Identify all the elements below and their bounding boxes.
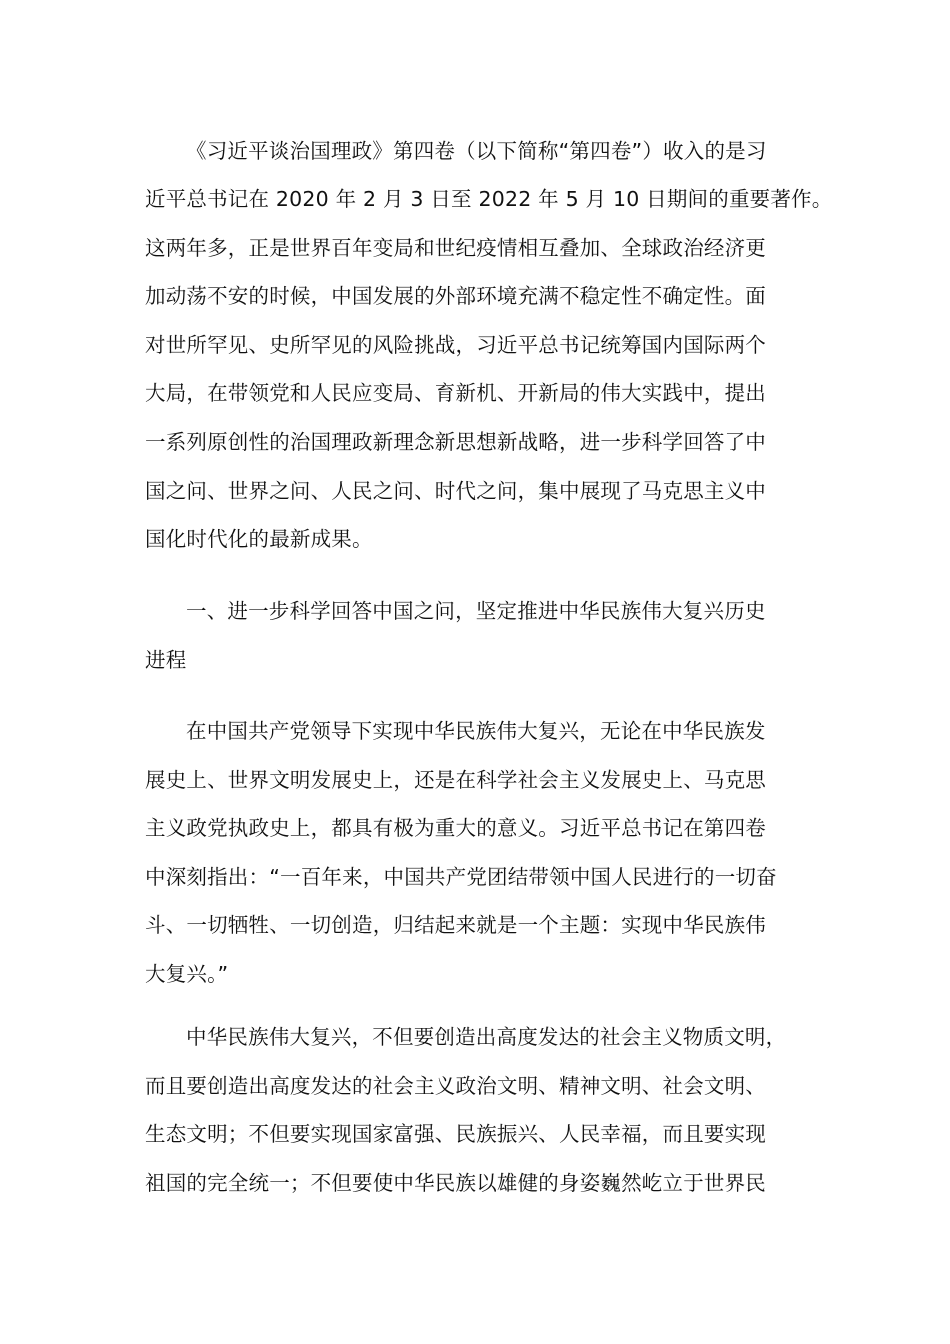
paragraph-1-line-9: 国化时代化的最新成果。 — [145, 527, 373, 551]
paragraph-4-line-4: 祖国的完全统一；不但要使中华民族以雄健的身姿巍然屹立于世界民 — [145, 1171, 766, 1195]
paragraph-4-line-3: 生态文明；不但要实现国家富强、民族振兴、人民幸福，而且要实现 — [145, 1122, 766, 1146]
paragraph-1-line-3: 这两年多，正是世界百年变局和世纪疫情相互叠加、全球政治经济更 — [145, 236, 766, 260]
paragraph-3-line-6: 大复兴。” — [145, 962, 229, 986]
paragraph-4-line-1: 中华民族伟大复兴，不但要创造出高度发达的社会主义物质文明， — [186, 1025, 787, 1049]
paragraph-1-line-6: 大局，在带领党和人民应变局、育新机、开新局的伟大实践中，提出 — [145, 381, 766, 405]
section-heading-line-2: 进程 — [145, 648, 187, 672]
section-heading-line-1: 一、进一步科学回答中国之问，坚定推进中华民族伟大复兴历史 — [186, 599, 766, 623]
paragraph-1-line-2: 近平总书记在 2020 年 2 月 3 日至 2022 年 5 月 10 日期间的重要著作。 — [145, 187, 833, 211]
paragraph-3-line-2: 展史上、世界文明发展史上，还是在科学社会主义发展史上、马克思 — [145, 768, 766, 792]
paragraph-4-line-2: 而且要创造出高度发达的社会主义政治文明、精神文明、社会文明、 — [145, 1074, 766, 1098]
paragraph-1-line-5: 对世所罕见、史所罕见的风险挑战，习近平总书记统筹国内国际两个 — [145, 333, 766, 357]
paragraph-1-line-8: 国之问、世界之问、人民之问、时代之问，集中展现了马克思主义中 — [145, 479, 766, 503]
paragraph-1-line-4: 加动荡不安的时候，中国发展的外部环境充满不稳定性不确定性。面 — [145, 284, 766, 308]
paragraph-3-line-3: 主义政党执政史上，都具有极为重大的意义。习近平总书记在第四卷 — [145, 816, 766, 840]
paragraph-3-line-4: 中深刻指出：“一百年来，中国共产党团结带领中国人民进行的一切奋 — [145, 865, 777, 889]
paragraph-1-line-1: 《习近平谈治国理政》第四卷（以下简称“第四卷”）收入的是习 — [186, 139, 767, 163]
paragraph-3-line-1: 在中国共产党领导下实现中华民族伟大复兴，无论在中华民族发 — [186, 719, 766, 743]
paragraph-1-line-7: 一系列原创性的治国理政新理念新思想新战略，进一步科学回答了中 — [145, 430, 766, 454]
paragraph-3-line-5: 斗、一切牺牲、一切创造，归结起来就是一个主题：实现中华民族伟 — [145, 913, 766, 937]
